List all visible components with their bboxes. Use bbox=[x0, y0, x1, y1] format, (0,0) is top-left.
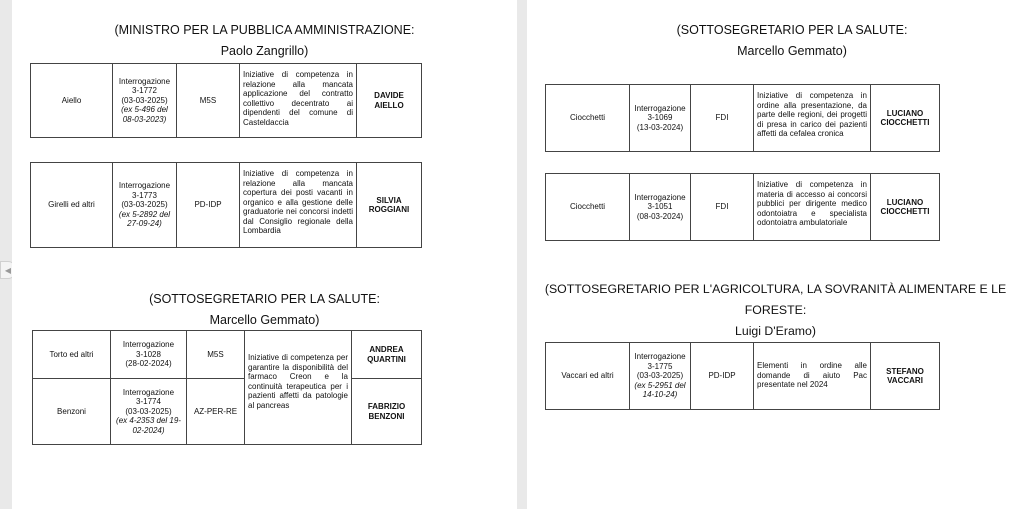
party: PD-IDP bbox=[691, 343, 754, 410]
responder-name: LUCIANO CIOCCHETTI bbox=[871, 85, 940, 152]
party: FDI bbox=[691, 174, 754, 241]
interrogation-number: Interrogazione 3-1069 (13-03-2024) bbox=[630, 85, 691, 152]
section-title: (MINISTRO PER LA PUBBLICA AMMINISTRAZIONE: bbox=[114, 23, 415, 37]
deputy-name: Aiello bbox=[31, 64, 113, 138]
party: M5S bbox=[187, 331, 245, 379]
interrogation-number: Interrogazione 3-1051 (08-03-2024) bbox=[630, 174, 691, 241]
deputy-name: Torto ed altri bbox=[33, 331, 111, 379]
party: AZ-PER-RE bbox=[187, 379, 245, 445]
table-row bbox=[31, 163, 422, 248]
section-title: (SOTTOSEGRETARIO PER LA SALUTE: bbox=[676, 23, 908, 37]
section-person: Marcello Gemmato) bbox=[209, 313, 320, 327]
table-row bbox=[546, 85, 940, 152]
table-row bbox=[546, 174, 940, 241]
responder-name: LUCIANO CIOCCHETTI bbox=[871, 174, 940, 241]
party: FDI bbox=[691, 85, 754, 152]
deputy-name: Ciocchetti bbox=[546, 85, 630, 152]
interrogation-number: Interrogazione 3-1772 (03-03-2025) (ex 5-496 del 08-03-2023) bbox=[113, 64, 177, 138]
party: M5S bbox=[177, 64, 240, 138]
document-page-right bbox=[527, 0, 1024, 509]
responder-name: ANDREA QUARTINI bbox=[352, 331, 422, 379]
responder-name: SILVIA ROGGIANI bbox=[357, 163, 422, 248]
interrogation-table bbox=[30, 162, 422, 248]
interrogation-table bbox=[545, 342, 940, 410]
interrogation-subject: Iniziative di competenza in relazione alla mancata copertura dei posti vacanti in organico e alla gestione delle graduatorie nei concorsi indetti dal Consiglio regionale della Lombardia bbox=[240, 163, 357, 248]
section-heading-salute bbox=[527, 22, 1024, 59]
interrogation-subject: Elementi in ordine alle domande di aiuto Pac presentate nel 2024 bbox=[754, 343, 871, 410]
deputy-name: Benzoni bbox=[33, 379, 111, 445]
interrogation-subject: Iniziative di competenza per garantire la disponibilità del farmaco Creon e la continuità terapeutica per i pazienti affetti da patologie al pancreas bbox=[245, 331, 352, 445]
document-page-left bbox=[12, 0, 517, 509]
interrogation-table bbox=[32, 330, 422, 445]
responder-name: STEFANO VACCARI bbox=[871, 343, 940, 410]
section-heading-salute bbox=[12, 291, 517, 328]
responder-name: FABRIZIO BENZONI bbox=[352, 379, 422, 445]
interrogation-table bbox=[545, 173, 940, 241]
interrogation-table bbox=[30, 63, 422, 138]
table-row bbox=[31, 64, 422, 138]
section-title-continued: FORESTE: bbox=[744, 303, 807, 317]
page-back-arrow-icon[interactable]: ◀ bbox=[0, 261, 16, 279]
section-title: (SOTTOSEGRETARIO PER L'AGRICOLTURA, LA SOVRANITÀ ALIMENTARE E LE bbox=[544, 282, 1007, 296]
interrogation-table bbox=[545, 84, 940, 152]
interrogation-subject: Iniziative di competenza in materia di accesso ai concorsi pubblici per dirigente medico odontoiatra e specialista odontoiatra ambulatoriale bbox=[754, 174, 871, 241]
interrogation-subject: Iniziative di competenza in relazione alla mancata applicazione del contratto collettivo decentrato ai dipendenti del comune di Casteldaccia bbox=[240, 64, 357, 138]
deputy-name: Ciocchetti bbox=[546, 174, 630, 241]
section-person: Luigi D'Eramo) bbox=[735, 324, 816, 338]
party: PD-IDP bbox=[177, 163, 240, 248]
responder-name: DAVIDE AIELLO bbox=[357, 64, 422, 138]
interrogation-subject: Iniziative di competenza in ordine alla presentazione, da parte delle regioni, dei progetti di presa in carico dei pazienti affetti da cefalea cronica bbox=[754, 85, 871, 152]
interrogation-number: Interrogazione 3-1773 (03-03-2025) (ex 5-2892 del 27-09-24) bbox=[113, 163, 177, 248]
section-person: Marcello Gemmato) bbox=[737, 44, 847, 58]
section-title: (SOTTOSEGRETARIO PER LA SALUTE: bbox=[149, 292, 380, 306]
section-person: Paolo Zangrillo) bbox=[220, 44, 309, 58]
deputy-name: Vaccari ed altri bbox=[546, 343, 630, 410]
deputy-name: Girelli ed altri bbox=[31, 163, 113, 248]
section-heading-agricoltura bbox=[527, 281, 1024, 339]
table-row bbox=[546, 343, 940, 410]
table-row bbox=[33, 379, 422, 445]
interrogation-number: Interrogazione 3-1774 (03-03-2025) (ex 4-2353 del 19-02-2024) bbox=[111, 379, 187, 445]
interrogation-number: Interrogazione 3-1775 (03-03-2025) (ex 5-2951 del 14-10-24) bbox=[630, 343, 691, 410]
table-row bbox=[33, 331, 422, 379]
interrogation-number: Interrogazione 3-1028 (28-02-2024) bbox=[111, 331, 187, 379]
section-heading-pubblica-amministrazione bbox=[12, 22, 517, 59]
